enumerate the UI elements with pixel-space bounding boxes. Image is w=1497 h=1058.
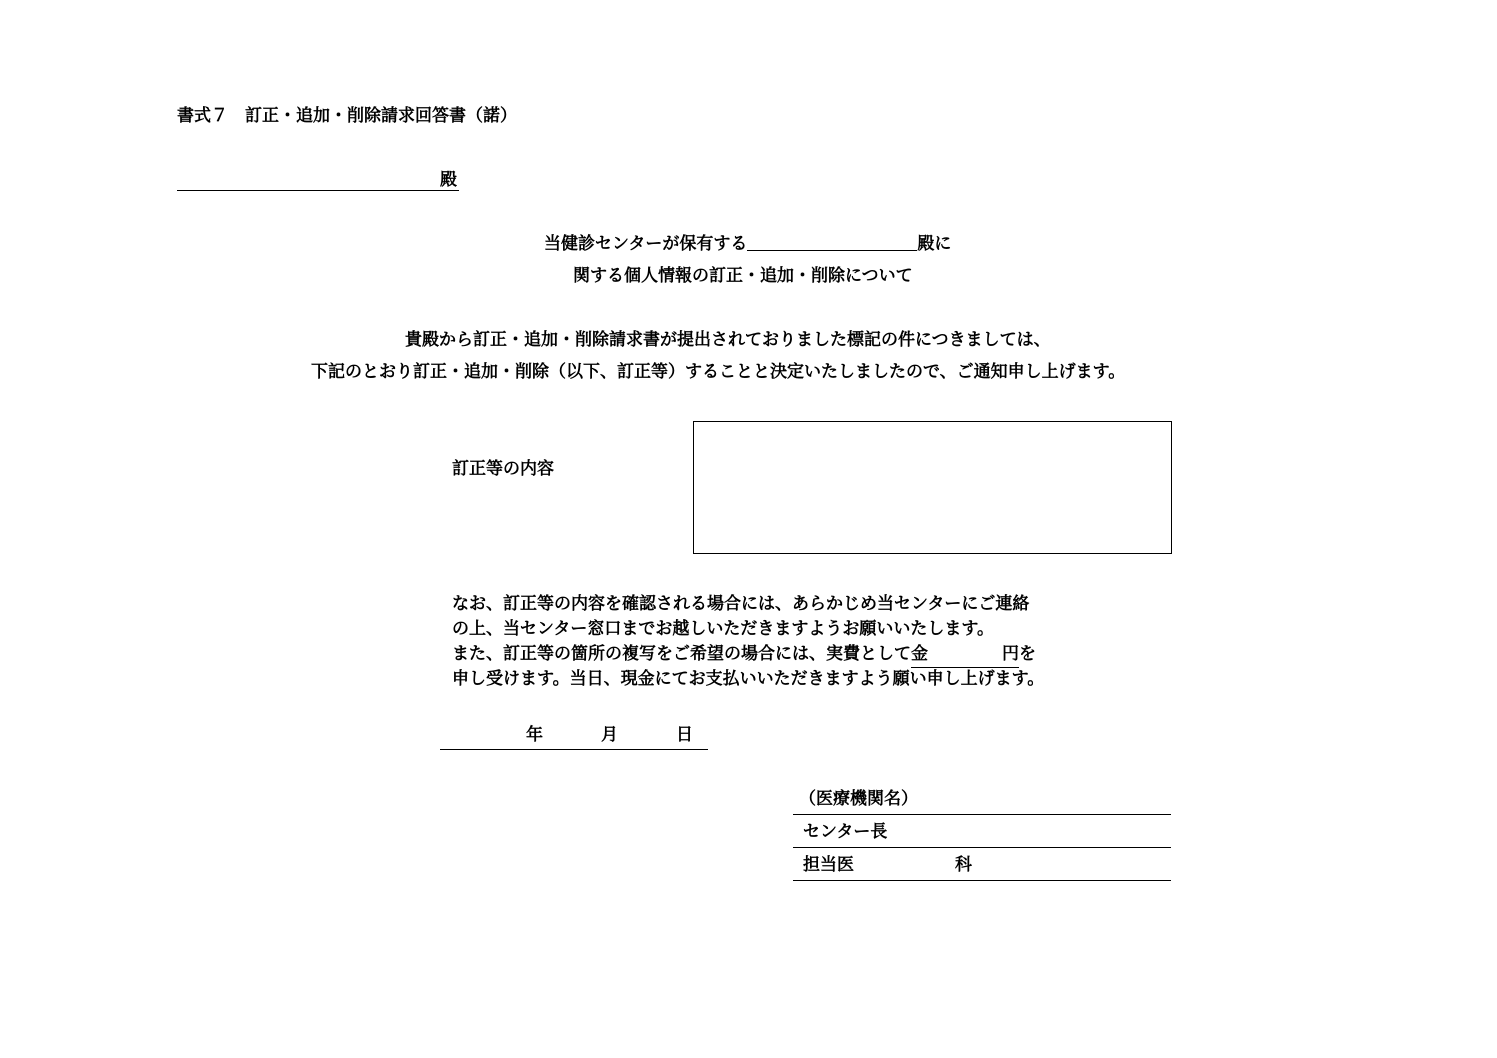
addressee-name-field[interactable] bbox=[177, 190, 459, 191]
doctor-label: 担当医 bbox=[803, 855, 854, 875]
body-line-2: 下記のとおり訂正・追加・削除（以下、訂正等）することと決定いたしましたので、ご通知申し上げます。 bbox=[311, 362, 1126, 382]
content-label: 訂正等の内容 bbox=[452, 459, 554, 479]
note-line-3-prefix: また、訂正等の箇所の複写をご希望の場合には、実費として bbox=[452, 644, 911, 664]
note-line-3 bbox=[452, 642, 1044, 667]
date-day-label: 日 bbox=[676, 725, 693, 745]
institution-name-field[interactable] bbox=[793, 782, 1171, 815]
amount-suffix: 円 bbox=[1002, 644, 1019, 664]
date-year-label: 年 bbox=[526, 725, 543, 745]
subject-prefix: 当健診センターが保有する bbox=[544, 234, 748, 254]
form-title: 書式７ 訂正・追加・削除請求回答書（諾） bbox=[177, 106, 517, 126]
date-month-label: 月 bbox=[601, 725, 618, 745]
subject-name-field[interactable] bbox=[747, 249, 917, 251]
note-paragraph bbox=[452, 592, 1044, 692]
content-box[interactable] bbox=[693, 421, 1172, 554]
note-line-2: の上、当センター窓口までお越しいただきますようお願いいたします。 bbox=[452, 619, 994, 639]
signature-block bbox=[793, 782, 1171, 881]
director-label: センター長 bbox=[803, 822, 888, 842]
department-label: 科 bbox=[955, 855, 972, 875]
doctor-field[interactable] bbox=[793, 848, 1171, 881]
amount-prefix: 金 bbox=[911, 644, 928, 664]
body-line-1: 貴殿から訂正・追加・削除請求書が提出されておりました標記の件につきましては、 bbox=[405, 330, 1051, 350]
note-line-1: なお、訂正等の内容を確認される場合には、あらかじめ当センターにご連絡 bbox=[452, 594, 1030, 614]
note-line-4: 申し受けます。当日、現金にてお支払いいただきますよう願い申し上げます。 bbox=[452, 669, 1045, 689]
note-line-3-suffix: を bbox=[1019, 644, 1036, 664]
date-field[interactable] bbox=[440, 749, 708, 750]
addressee-honorific: 殿 bbox=[440, 170, 457, 190]
director-field[interactable] bbox=[793, 815, 1171, 848]
subject-suffix: 殿に bbox=[917, 234, 952, 254]
amount-field[interactable] bbox=[911, 642, 1019, 668]
institution-label: （医療機関名） bbox=[799, 789, 918, 809]
subject-line-2: 関する個人情報の訂正・追加・削除について bbox=[573, 266, 913, 286]
subject-line-1 bbox=[544, 236, 951, 253]
